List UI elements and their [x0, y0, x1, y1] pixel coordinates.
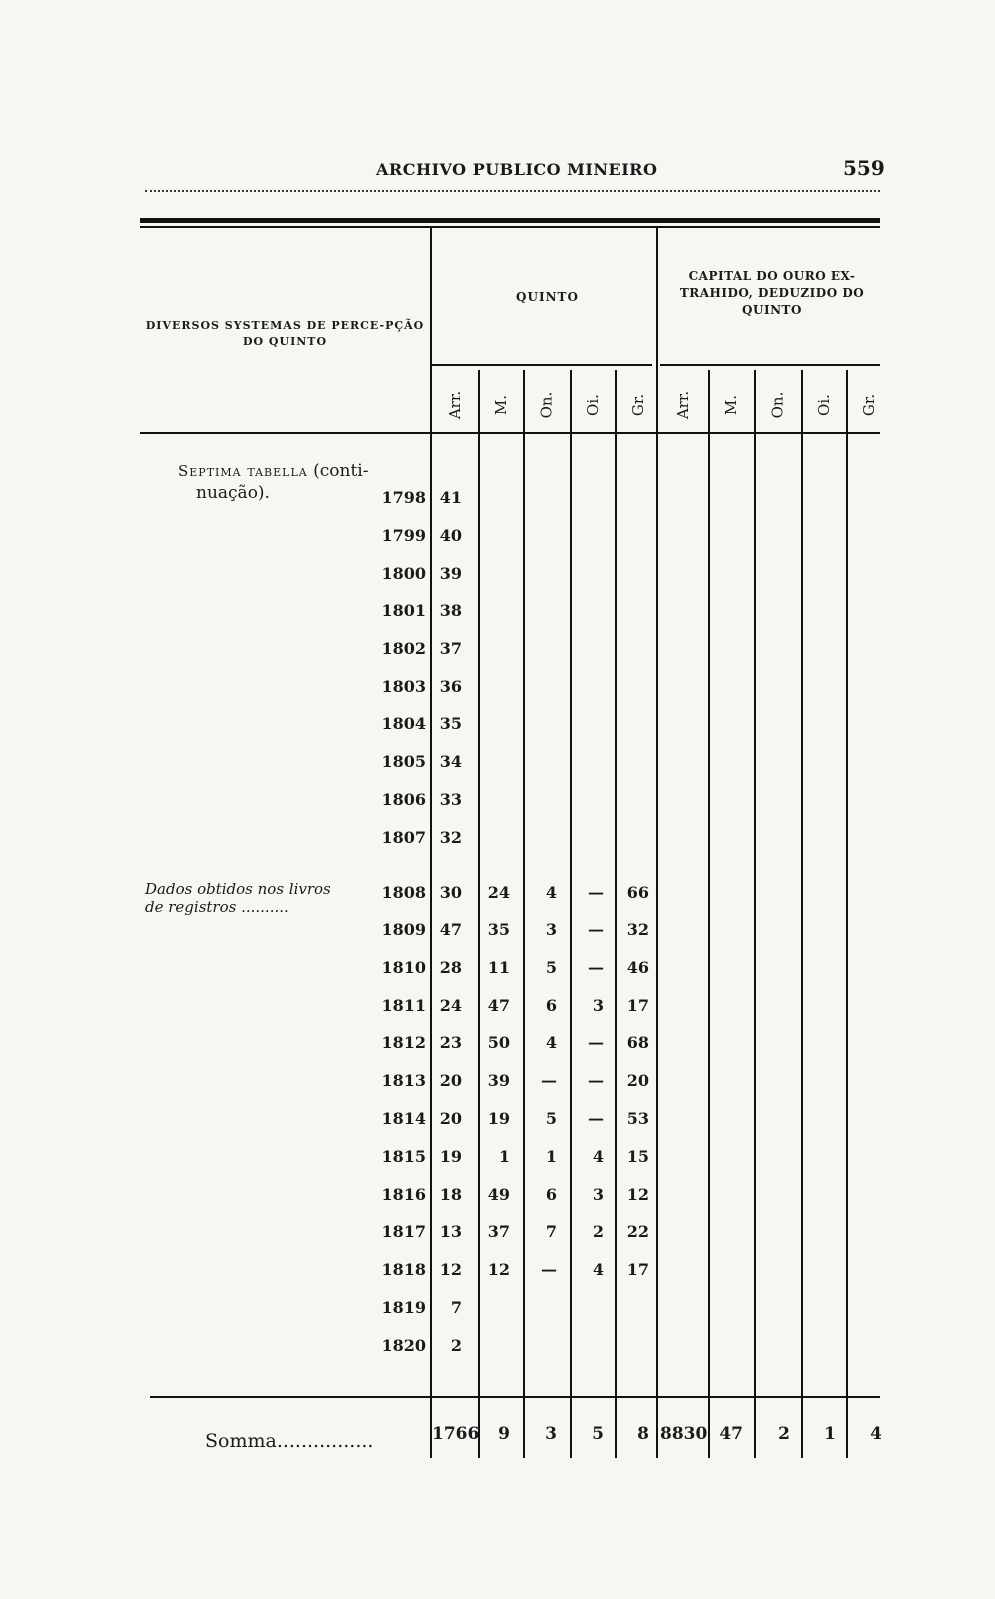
value-cell-arr: 2	[450, 1336, 462, 1355]
somma-value: 1766	[432, 1424, 480, 1444]
subcolumn-header	[523, 385, 569, 425]
value-cell-gr: 32	[626, 920, 649, 939]
value-cell-oi: —	[588, 958, 604, 977]
value-cell-on: 7	[545, 1222, 557, 1241]
somma-value: 8	[637, 1424, 649, 1444]
subcolumn-header	[478, 385, 524, 425]
subcolumn-header-text: Oi.	[584, 394, 602, 416]
subheader-rule-capital	[660, 364, 880, 366]
value-cell-arr: 41	[439, 488, 462, 507]
year-cell: 1814	[381, 1109, 426, 1128]
subcolumn-header	[570, 385, 616, 425]
year-cell: 1804	[381, 714, 426, 733]
subcolumn-header-text: Arr.	[673, 390, 692, 420]
value-cell-arr: 39	[439, 564, 462, 583]
header-wavy-rule	[145, 190, 880, 196]
subcolumn-header-text: M.	[721, 394, 740, 416]
value-cell-arr: 24	[439, 996, 462, 1015]
value-cell-arr: 7	[450, 1298, 462, 1317]
value-cell-oi: 2	[592, 1222, 604, 1241]
year-cell: 1802	[381, 639, 426, 658]
year-cell: 1813	[381, 1071, 426, 1090]
value-cell-arr: 23	[439, 1033, 462, 1052]
value-cell-on: 5	[545, 958, 557, 977]
value-cell-oi: 4	[592, 1147, 604, 1166]
value-cell-gr: 17	[626, 996, 649, 1015]
value-cell-arr: 30	[439, 883, 462, 902]
value-cell-on: 1	[545, 1147, 557, 1166]
capital-group-header: CAPITAL DO OURO EX-TRAHIDO, DEDUZIDO DO QUINTO	[679, 269, 865, 317]
year-cell: 1808	[381, 883, 426, 902]
value-cell-m: 35	[487, 920, 510, 939]
year-cell: 1806	[381, 790, 426, 809]
value-cell-gr: 68	[626, 1033, 649, 1052]
subcolumn-header-text: Gr.	[629, 393, 647, 417]
value-cell-on: 4	[545, 883, 557, 902]
year-cell: 1809	[381, 920, 426, 939]
value-cell-gr: 66	[626, 883, 649, 902]
subcolumn-header	[801, 385, 847, 425]
note-registers	[145, 880, 331, 916]
value-cell-oi: 3	[592, 1185, 604, 1204]
somma-value: 9	[498, 1424, 510, 1444]
subheader-rule-quinto	[432, 364, 652, 366]
value-cell-on: 3	[545, 920, 557, 939]
value-cell-arr: 35	[439, 714, 462, 733]
value-cell-on: 5	[545, 1109, 557, 1128]
vline-col	[523, 370, 525, 1458]
vline-col	[615, 370, 617, 1458]
value-cell-arr: 20	[439, 1071, 462, 1090]
value-cell-m: 19	[487, 1109, 510, 1128]
value-cell-gr: 17	[626, 1260, 649, 1279]
value-cell-on: 4	[545, 1033, 557, 1052]
year-cell: 1818	[381, 1260, 426, 1279]
subcolumn-header-text: On.	[536, 391, 555, 419]
value-cell-gr: 15	[626, 1147, 649, 1166]
value-cell-arr: 36	[439, 677, 462, 696]
vline-col	[754, 370, 756, 1458]
value-cell-arr: 37	[439, 639, 462, 658]
quinto-group-header: QUINTO	[516, 290, 579, 304]
value-cell-arr: 12	[439, 1260, 462, 1279]
value-cell-m: 1	[498, 1147, 510, 1166]
value-cell-oi: 4	[592, 1260, 604, 1279]
section-title-cont2: nuação).	[196, 483, 270, 503]
value-cell-arr: 28	[439, 958, 462, 977]
somma-value: 1	[824, 1424, 836, 1444]
section-title	[178, 460, 368, 504]
year-cell: 1800	[381, 564, 426, 583]
value-cell-gr: 53	[626, 1109, 649, 1128]
page-number: 559	[843, 156, 885, 180]
value-cell-oi: 3	[592, 996, 604, 1015]
value-cell-gr: 46	[626, 958, 649, 977]
value-cell-arr: 34	[439, 752, 462, 771]
table-top-thin-rule	[140, 226, 880, 228]
somma-value: 3	[545, 1424, 557, 1444]
subcolumn-header	[615, 385, 661, 425]
somma-value: 47	[719, 1424, 743, 1444]
somma-value: 5	[592, 1424, 604, 1444]
vline-col	[846, 370, 848, 1458]
somma-value: 2	[778, 1424, 790, 1444]
subcolumn-header-text: On.	[767, 391, 786, 419]
header-bottom-rule	[140, 432, 880, 434]
year-cell: 1801	[381, 601, 426, 620]
year-cell: 1803	[381, 677, 426, 696]
value-cell-gr: 12	[626, 1185, 649, 1204]
subcolumn-header-text: M.	[491, 394, 510, 416]
page-header-title: ARCHIVO PUBLICO MINEIRO	[376, 160, 658, 179]
value-cell-m: 12	[487, 1260, 510, 1279]
value-cell-gr: 20	[626, 1071, 649, 1090]
value-cell-oi: —	[588, 1071, 604, 1090]
year-cell: 1799	[381, 526, 426, 545]
year-cell: 1812	[381, 1033, 426, 1052]
year-cell: 1798	[381, 488, 426, 507]
value-cell-on: —	[541, 1071, 557, 1090]
subcolumn-header-text: Oi.	[815, 394, 833, 416]
subcolumn-header	[660, 385, 706, 425]
value-cell-on: —	[541, 1260, 557, 1279]
subcolumn-header	[754, 385, 800, 425]
value-cell-m: 49	[487, 1185, 510, 1204]
value-cell-on: 6	[545, 1185, 557, 1204]
somma-value: 8830	[660, 1424, 708, 1444]
somma-top-rule	[150, 1396, 880, 1398]
value-cell-m: 50	[487, 1033, 510, 1052]
year-cell: 1817	[381, 1222, 426, 1241]
value-cell-arr: 32	[439, 828, 462, 847]
year-cell: 1805	[381, 752, 426, 771]
somma-value: 4	[870, 1424, 882, 1444]
vline-col	[708, 370, 710, 1458]
value-cell-m: 47	[487, 996, 510, 1015]
value-cell-oi: —	[588, 883, 604, 902]
value-cell-arr: 47	[439, 920, 462, 939]
value-cell-arr: 19	[439, 1147, 462, 1166]
year-cell: 1811	[381, 996, 426, 1015]
note-line-1: Dados obtidos nos livros	[145, 880, 331, 898]
value-cell-m: 11	[487, 958, 510, 977]
value-cell-gr: 22	[626, 1222, 649, 1241]
year-cell: 1815	[381, 1147, 426, 1166]
somma-label: Somma................	[205, 1430, 374, 1452]
value-cell-arr: 13	[439, 1222, 462, 1241]
section-title-main: Septima tabella	[178, 462, 308, 480]
year-cell: 1819	[381, 1298, 426, 1317]
note-line-2: de registros ..........	[145, 898, 289, 916]
subcolumn-header	[432, 385, 478, 425]
year-cell: 1810	[381, 958, 426, 977]
subcolumn-header	[846, 385, 892, 425]
value-cell-m: 24	[487, 883, 510, 902]
value-cell-oi: —	[588, 1033, 604, 1052]
value-cell-arr: 20	[439, 1109, 462, 1128]
value-cell-arr: 33	[439, 790, 462, 809]
subcolumn-header-text: Arr.	[445, 390, 464, 420]
value-cell-arr: 38	[439, 601, 462, 620]
subcolumn-header-text: Gr.	[860, 393, 878, 417]
left-column-header: DIVERSOS SYSTEMAS DE PERCE-PÇÃO DO QUINTO	[145, 319, 425, 348]
vline-col	[478, 370, 480, 1458]
value-cell-m: 39	[487, 1071, 510, 1090]
value-cell-oi: —	[588, 920, 604, 939]
value-cell-oi: —	[588, 1109, 604, 1128]
vline-col	[570, 370, 572, 1458]
subcolumn-header	[708, 385, 754, 425]
value-cell-arr: 18	[439, 1185, 462, 1204]
value-cell-m: 37	[487, 1222, 510, 1241]
vline-col	[801, 370, 803, 1458]
year-cell: 1820	[381, 1336, 426, 1355]
value-cell-on: 6	[545, 996, 557, 1015]
section-title-cont: (conti-	[313, 461, 369, 481]
year-cell: 1807	[381, 828, 426, 847]
value-cell-arr: 40	[439, 526, 462, 545]
table-top-thick-rule	[140, 218, 880, 223]
year-cell: 1816	[381, 1185, 426, 1204]
